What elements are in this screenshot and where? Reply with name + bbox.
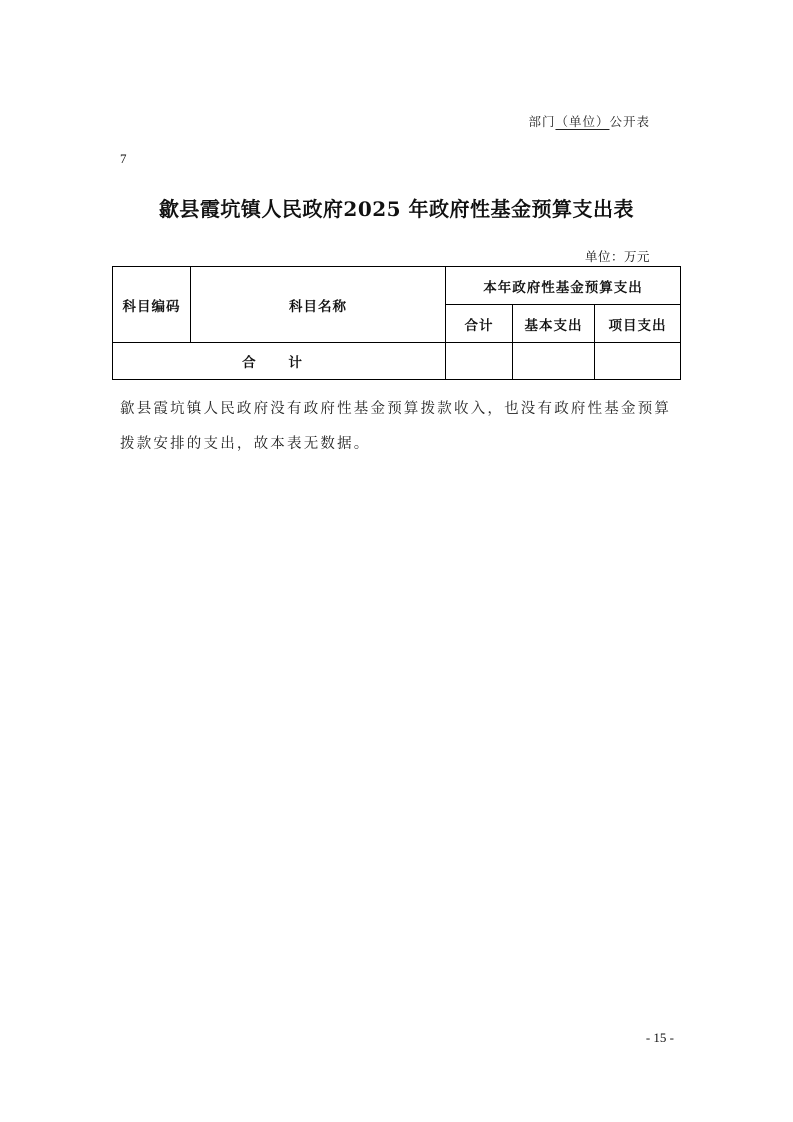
total-row-project — [595, 343, 681, 380]
page-number: - 15 - — [645, 1030, 674, 1045]
explanatory-note: 歙县霞坑镇人民政府没有政府性基金预算拨款收入，也没有政府性基金预算拨款安排的支出，故本表无数据。 — [120, 401, 672, 452]
budget-table — [112, 266, 681, 380]
dept-suffix: 公开表 — [609, 114, 650, 129]
header-group: 本年政府性基金预算支出 — [446, 267, 681, 305]
header-row — [113, 267, 681, 305]
dept-unit: （单位） — [555, 114, 610, 129]
header-name: 科目名称 — [191, 267, 446, 343]
unit-label: 单位：万元 — [584, 249, 650, 264]
total-row-basic — [513, 343, 595, 380]
table-row — [113, 343, 681, 380]
page-title: 歙县霞坑镇人民政府2025 年政府性基金预算支出表 — [158, 197, 635, 221]
header-basic: 基本支出 — [513, 305, 595, 343]
table-number: 7 — [120, 151, 127, 166]
disclosure-header-note — [528, 112, 650, 130]
total-row-label: 合 计 — [113, 343, 446, 380]
total-row-total — [446, 343, 513, 380]
header-project: 项目支出 — [595, 305, 681, 343]
header-total: 合计 — [446, 305, 513, 343]
header-code: 科目编码 — [113, 267, 191, 343]
dept-prefix: 部门 — [528, 114, 556, 129]
